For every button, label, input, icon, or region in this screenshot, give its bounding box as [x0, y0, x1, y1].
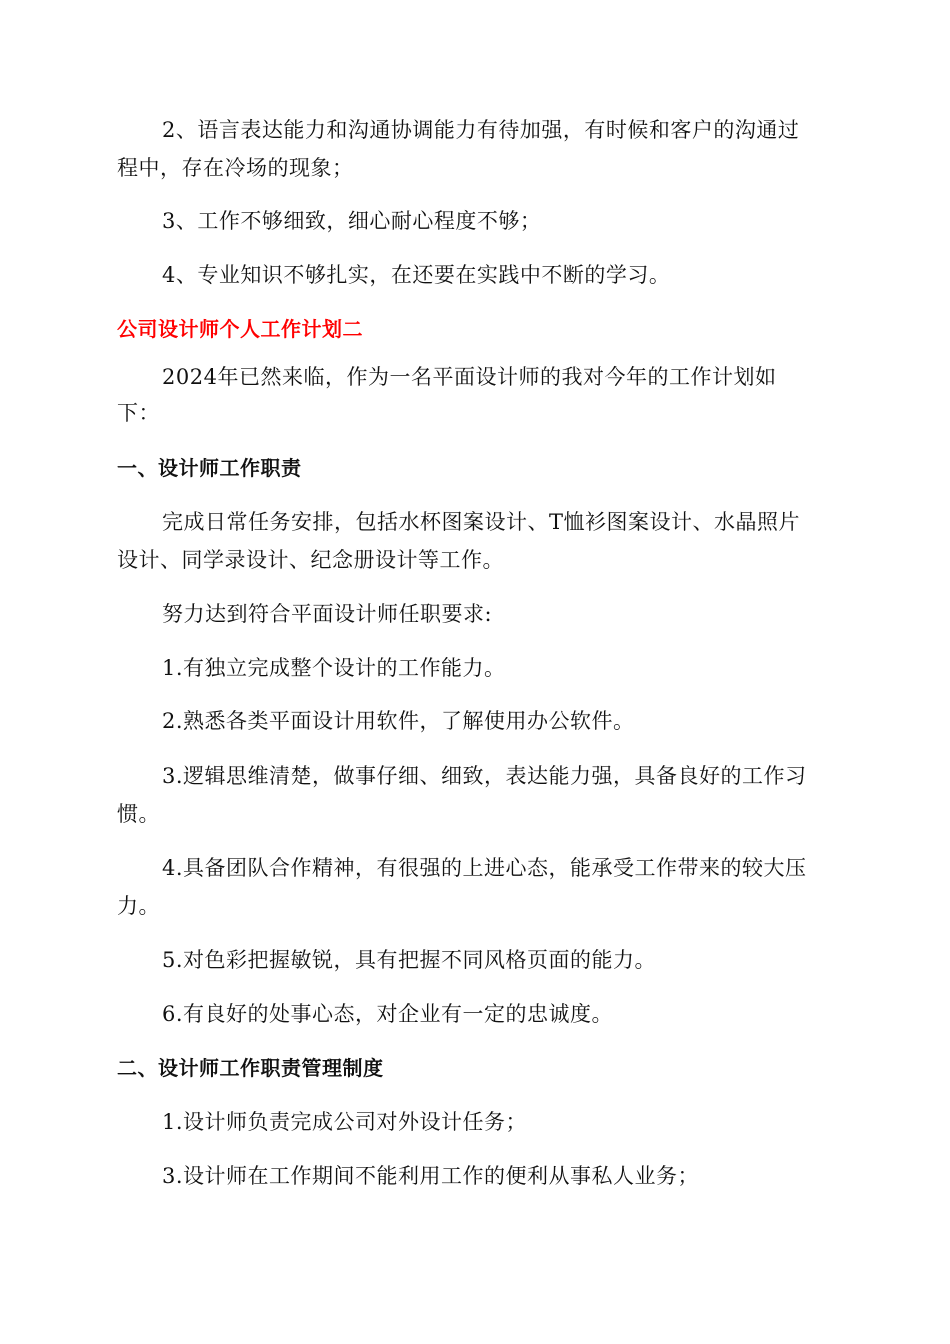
duties-line-2: 设计、同学录设计、纪念册设计等工作。 — [117, 548, 504, 572]
requirement-4-line-1: 4.具备团队合作精神，有很强的上进心态，能承受工作带来的较大压 — [162, 856, 807, 880]
heading-management: 二、设计师工作职责管理制度 — [117, 1056, 384, 1080]
list-item-2-line-2: 程中，存在冷场的现象； — [117, 156, 354, 180]
list-item-2-line-1: 2、语言表达能力和沟通协调能力有待加强，有时候和客户的沟通过 — [162, 118, 800, 142]
duties-line-1: 完成日常任务安排，包括水杯图案设计、T恤衫图案设计、水晶照片 — [162, 510, 801, 534]
intro-line-1: 2024年已然来临，作为一名平面设计师的我对今年的工作计划如 — [162, 365, 777, 389]
requirement-4-line-2: 力。 — [117, 894, 160, 918]
requirement-3-line-1: 3.逻辑思维清楚，做事仔细、细致，表达能力强，具备良好的工作习 — [162, 764, 807, 788]
rule-3: 3.设计师在工作期间不能利用工作的便利从事私人业务； — [162, 1164, 700, 1188]
rule-1: 1.设计师负责完成公司对外设计任务； — [162, 1110, 528, 1134]
requirement-1: 1.有独立完成整个设计的工作能力。 — [162, 656, 506, 680]
intro-line-2: 下： — [117, 401, 160, 425]
list-item-3: 3、工作不够细致，细心耐心程度不够； — [162, 209, 542, 233]
requirement-6: 6.有良好的处事心态，对企业有一定的忠诚度。 — [162, 1002, 614, 1026]
section-title: 公司设计师个人工作计划二 — [117, 317, 363, 341]
requirement-5: 5.对色彩把握敏锐，具有把握不同风格页面的能力。 — [162, 948, 657, 972]
heading-duties: 一、设计师工作职责 — [117, 456, 302, 480]
list-item-4: 4、专业知识不够扎实，在还要在实践中不断的学习。 — [162, 263, 671, 287]
requirement-2: 2.熟悉各类平面设计用软件，了解使用办公软件。 — [162, 709, 635, 733]
requirements-intro: 努力达到符合平面设计师任职要求: — [162, 602, 493, 626]
requirement-3-line-2: 惯。 — [117, 802, 160, 826]
